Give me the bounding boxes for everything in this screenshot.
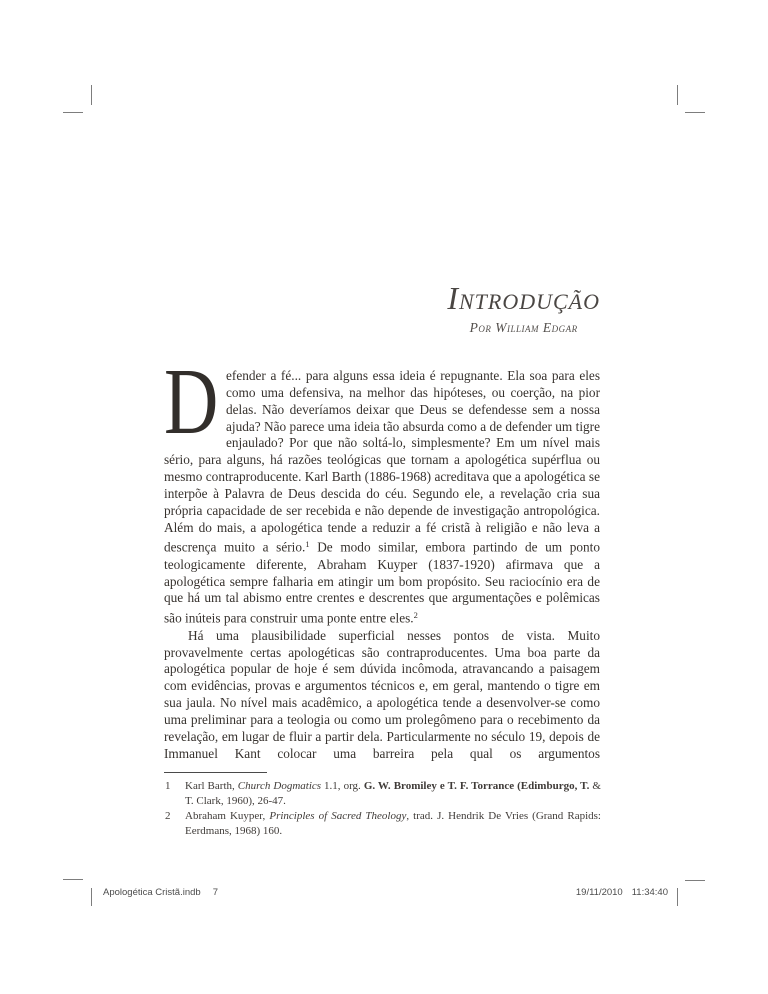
footnote-separator xyxy=(164,772,267,773)
drop-cap: D xyxy=(164,350,219,454)
chapter-heading xyxy=(447,282,600,336)
slug-filename: Apologética Cristã.indb xyxy=(103,887,201,898)
footnote-reference-2: 2 xyxy=(413,610,418,621)
paragraph-text: efender a fé... para alguns essa ideia é repugnante. Ela soa para eles como uma defensiva, na melhor das hipóteses, ou coerção, na pior delas. Não deveríamos deixar que Deus se defendesse sem a nossa ajuda? Não parece uma ideia tão absurda como a de defender um tigre enjaulado? Por que não soltá-lo, simplesmente? Em um nível mais sério, para alguns, há razões teológicas que tornam a apologética supérflua ou mesmo contraproducente. Karl Barth (1886-1968) acreditava que a apologética se interpõe à Palavra de Deus descida do céu. Segundo ele, a revelação cria sua própria capacidade de ser recebida e não depende de investigação antropológica. Além do mais, a apologética tende a reduzir a fé cristã à religião e não leva a descrença muito a sério. xyxy=(164,368,600,555)
footnote-text: Karl Barth, xyxy=(185,780,238,792)
footnote-number: 2 xyxy=(165,810,171,822)
footnote xyxy=(164,779,601,809)
paragraph: Há uma plausibilidade superficial nesses pontos de vista. Muito provavelmente certas apologéticas são contraproducentes. Uma boa parte da apologética popular de hoje é sem dúvida incômoda, atravancando a paisagem com evidências, provas e argumentos técnicos e, em geral, mantendo o tigre em sua jaula. No nível mais acadêmico, a apologética tende a desenvolver-se como uma preliminar para a teologia ou como um prolegômeno para o recebimento da revelação, em lugar de fluir a partir dela. Particularmente no século 19, depois de Immanuel Kant colocar uma barreira pela qual os argumentos xyxy=(164,627,600,761)
slug-page-number: 7 xyxy=(212,887,218,898)
footnotes xyxy=(164,779,601,839)
paragraph-text: De modo similar, embora partindo de um ponto teologicamente diferente, Abraham Kuyper (1837-1920) afirmava que a apologética sempre falharia em atingir um bom propósito. Seu raciocínio era de que há um tal abismo entre crentes e descrentes que argumentações e polêmicas são inúteis para construir uma ponte entre eles. xyxy=(164,539,600,626)
footnote-text: & T. Clark, 1960), 26-47. xyxy=(185,780,601,807)
footnote-book-title: Principles of Sacred Theology xyxy=(269,810,407,822)
crop-mark-top-left-horizontal xyxy=(63,112,83,113)
footnote xyxy=(164,809,601,839)
footnote-text: , trad. J. Hendrik De Vries (Grand Rapids: Eerdmans, 1968) 160. xyxy=(185,810,601,837)
paragraph xyxy=(164,350,600,628)
chapter-title: Introdução xyxy=(447,280,600,316)
footnote-text-bold: G. W. Bromiley e T. F. Torrance (Edimburgo, T. xyxy=(363,780,590,792)
footnote-text: Abraham Kuyper, xyxy=(185,810,270,822)
crop-mark-bottom-right-horizontal xyxy=(685,880,705,881)
slug-time: 11:34:40 xyxy=(631,887,668,898)
slug-left xyxy=(103,887,218,898)
crop-mark-bottom-left-horizontal xyxy=(63,879,83,880)
footnote-reference-1: 1 xyxy=(305,539,310,550)
footnote-number: 1 xyxy=(165,780,171,792)
body-text xyxy=(164,350,600,762)
slug-date: 19/11/2010 xyxy=(575,887,623,898)
printer-slug-line xyxy=(0,887,768,901)
crop-mark-top-right-vertical xyxy=(677,85,678,105)
footnote-book-title: Church Dogmatics xyxy=(237,780,322,792)
crop-mark-top-right-horizontal xyxy=(685,112,705,113)
footnote-text: 1.1, org. xyxy=(321,780,364,792)
slug-right xyxy=(576,887,668,898)
chapter-byline: Por William Edgar xyxy=(469,319,578,335)
crop-mark-top-left-vertical xyxy=(91,85,92,105)
